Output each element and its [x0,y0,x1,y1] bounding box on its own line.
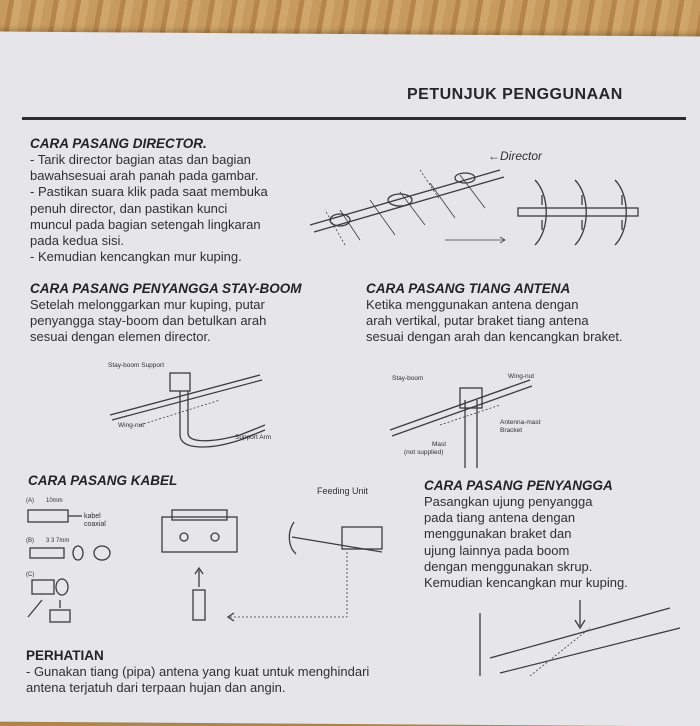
kabel-a-note-2: coaxial [84,521,106,528]
kabel-step-b: (B) [26,538,34,544]
tiang-heading: CARA PASANG TIANG ANTENA [366,281,571,296]
feeding-unit-label: Feeding Unit [317,486,369,496]
tiang-diagram [380,360,560,470]
kabel-a-dim: 10mm [46,498,63,504]
director-diagram [300,140,680,260]
stayboom-wingnut-label: Wing-nut [118,422,145,429]
tiang-bracket-label-1: Antenna-mast [500,419,541,426]
header-divider [22,117,686,120]
tiang-text [366,297,686,346]
tiang-line: Ketika menggunakan antena dengan [366,297,579,312]
stayboom-line: Setelah melonggarkan mur kuping, putar [30,297,265,312]
perhatian-line: antena terjatuh dari terpaan hujan dan angin. [26,680,286,696]
kabel-diagram [22,486,402,637]
penyangga-line: menggunakan braket dan [424,526,572,542]
stayboom-diagram [100,355,300,455]
penyangga-line: pada tiang antena dengan [424,510,576,526]
director-line: - Tarik director bagian atas dan bagian [30,152,251,167]
tiang-line: arah vertikal, putar braket tiang antena [366,313,589,329]
penyangga-line: dengan menggunakan skrup. [424,558,593,574]
penyangga-line: Pasangkan ujung penyangga [424,494,593,509]
stayboom-text [30,297,350,346]
kabel-heading: CARA PASANG KABEL [28,473,178,488]
director-line: penuh director, dan pastikan kunci [30,200,228,216]
tiang-mast-label-2: (not supplied) [404,449,444,456]
page-title: PETUNJUK PENGGUNAAN [407,86,623,103]
penyangga-text [424,494,694,591]
stayboom-heading: CARA PASANG PENYANGGA STAY-BOOM [30,281,302,296]
kabel-b-dim: 3 3 7mm [46,538,70,544]
penyangga-heading: CARA PASANG PENYANGGA [424,478,613,493]
tiang-bracket-label-2: Bracket [500,427,523,434]
kabel-step-c: (C) [26,572,35,578]
perhatian-heading: PERHATIAN [26,648,104,663]
antenna-boom [310,170,504,245]
penyangga-line: Kemudian kencangkan mur kuping. [424,575,628,591]
director-heading: CARA PASANG DIRECTOR. [30,136,207,151]
tiang-stayboom-label: Stay-boom [392,375,424,382]
stayboom-line: sesuai dengan elemen director. [30,329,211,345]
tiang-line: sesuai dengan arah dan kencangkan braket. [366,329,623,345]
director-line: - Kemudian kencangkan mur kuping. [30,249,242,265]
stayboom-support-label: Stay-boom Support [108,362,165,369]
stayboom-arm-label: Support Arm [235,434,272,441]
director-text [30,152,320,265]
tiang-wingnut-label: Wing-nut [508,373,535,380]
perhatian-line: - Gunakan tiang (pipa) antena yang kuat untuk menghindari [26,664,370,679]
feeding-unit-drawing [228,522,382,621]
director-line: - Pastikan suara klik pada saat membuka [30,184,268,200]
director-label: ←Director [488,149,543,163]
kabel-a-note-1: kabel [84,513,101,520]
tiang-mast-label-1: Mast [432,441,447,448]
director-line: pada kedua sisi. [30,233,124,249]
perhatian-text [26,664,686,696]
director-line: bawahsesuai arah panah pada gambar. [30,168,259,184]
director-line: muncul pada bagian setengah lingkaran [30,216,261,232]
stayboom-line: penyangga stay-boom dan betulkan arah [30,313,267,329]
kabel-step-a: (A) [26,498,34,504]
director-elements-detail [518,180,638,245]
connector-box [162,510,237,620]
penyangga-line: ujung lainnya pada boom [424,542,570,558]
